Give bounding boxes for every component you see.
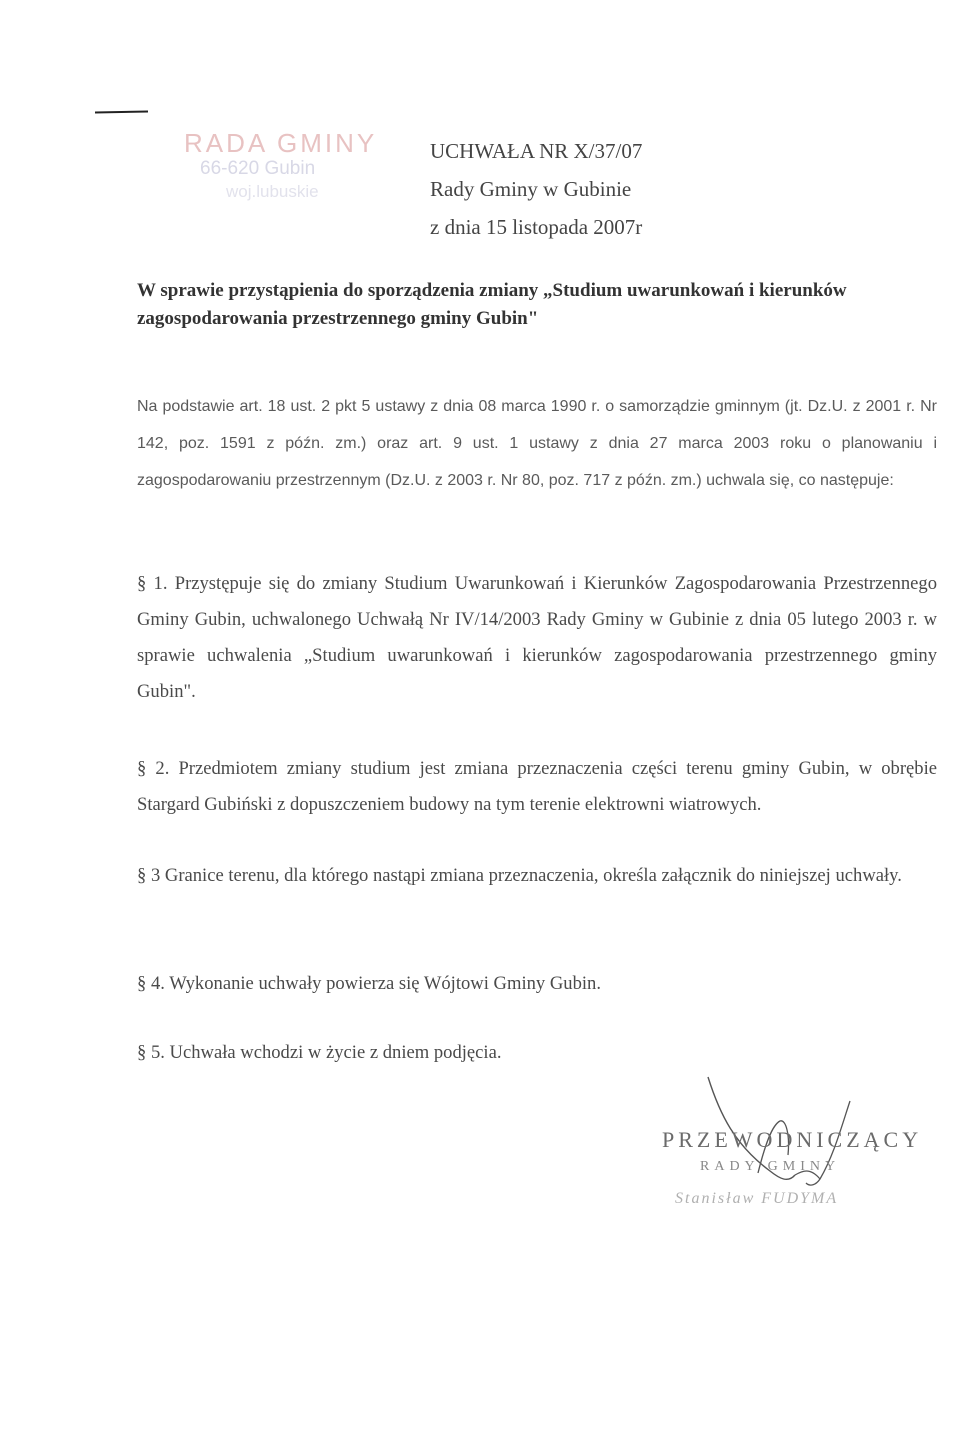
- stamp-line-1: RADA GMINY: [184, 128, 378, 158]
- stamp-line-2: 66-620 Gubin: [200, 158, 316, 179]
- paragraph-4: § 4. Wykonanie uchwały powierza się Wójtowi Gminy Gubin.: [137, 973, 601, 994]
- signature-block: [620, 1075, 923, 1225]
- signature-subtitle: RADY GMINY: [700, 1159, 841, 1174]
- signature-title: PRZEWODNICZĄCY: [662, 1127, 923, 1152]
- resolution-title: UCHWAŁA NR X/37/07: [430, 139, 643, 163]
- signature-name: Stanisław FUDYMA: [675, 1190, 839, 1207]
- corner-mark: [95, 111, 148, 114]
- resolution-subject: W sprawie przystąpienia do sporządzenia zmiany „Studium uwarunkowań i kierunków zagospodarowania przestrzennego gminy Gubin": [137, 280, 847, 329]
- paragraph-2: § 2. Przedmiotem zmiany studium jest zmiana przeznaczenia części terenu gminy Gubin, w obrębie Stargard Gubiński z dopuszczeniem budowy na tym terenie elektrowni wiatrowych.: [137, 758, 937, 815]
- resolution-header: [430, 132, 642, 246]
- paragraph-1: § 1. Przystępuje się do zmiany Studium Uwarunkowań i Kierunków Zagospodarowania Przestrzennego Gminy Gubin, uchwalonego Uchwałą Nr IV/14/2003 Rady Gminy w Gubinie z dnia 05 lutego 2003 r. w sprawie uchwalenia „Studium uwarunkowań i kierunków zagospodarowania przestrzennego gminy Gubin".: [137, 573, 937, 702]
- legal-basis: Na podstawie art. 18 ust. 2 pkt 5 ustawy z dnia 08 marca 1990 r. o samorządzie gminnym (jt. Dz.U. z 2001 r. Nr 142, poz. 1591 z późn. zm.) oraz art. 9 ust. 1 ustawy z dnia 27 marca 2003 roku o planowaniu i zagospodarowaniu przestrzennym (Dz.U. z 2003 r. Nr 80, poz. 717 z późn. zm.) uchwala się, co następuje:: [137, 398, 937, 489]
- resolution-issuer: Rady Gminy w Gubinie: [430, 177, 632, 201]
- paragraph-5: § 5. Uchwała wchodzi w życie z dniem podjęcia.: [137, 1042, 502, 1063]
- resolution-date: z dnia 15 listopada 2007r: [430, 215, 643, 239]
- paragraph-3: § 3 Granice terenu, dla którego nastąpi zmiana przeznaczenia, określa załącznik do niniejszej uchwały.: [137, 865, 902, 886]
- stamp-line-3: woj.lubuskie: [226, 182, 319, 201]
